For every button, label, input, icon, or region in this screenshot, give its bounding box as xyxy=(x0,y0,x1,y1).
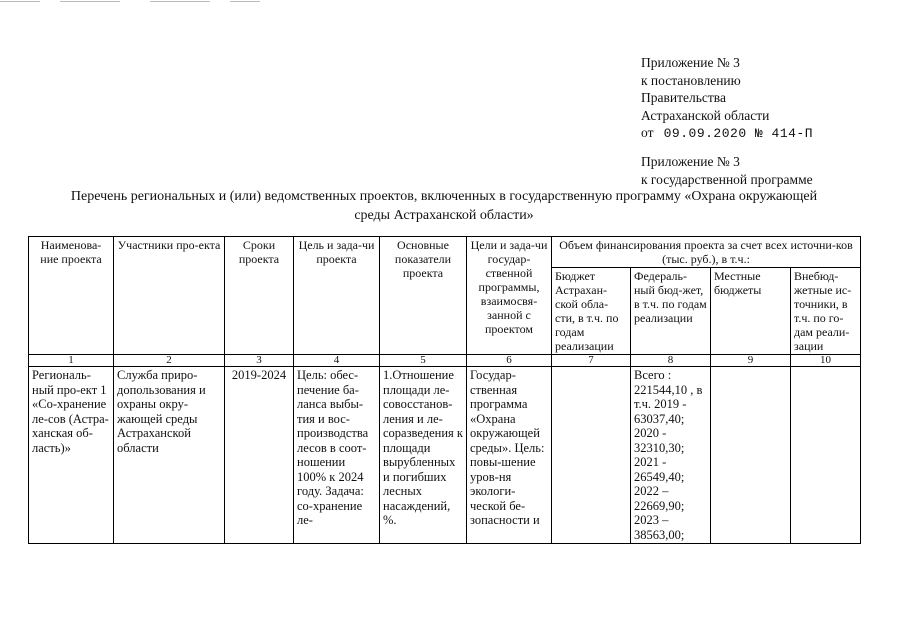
header-financing: Объем финансирования проекта за счет всех источни-ков (тыс. руб.), в т.ч.: xyxy=(552,237,861,268)
column-number: 7 xyxy=(552,355,631,367)
regional-budget-cell xyxy=(552,367,631,544)
table-row xyxy=(29,367,861,544)
program-goals-cell: Государ-ственная программа «Охрана окружающей среды». Цель: повы-шение уров-ня экологи-ческой бе-зопасности и xyxy=(467,367,552,544)
approval-date-number: 09.09.2020 № 414-П xyxy=(663,126,814,141)
appendix-line-1: Приложение № 3 xyxy=(641,154,740,169)
appendix-block xyxy=(641,153,813,188)
project-name-cell: Региональ-ный про-ект 1 «Со-хранение ле-сов (Астра-ханская об-ласть)» xyxy=(29,367,114,544)
appendix-line-2: к государственной программе xyxy=(641,171,813,187)
column-number: 2 xyxy=(114,355,225,367)
column-number: 5 xyxy=(380,355,467,367)
column-number: 8 xyxy=(631,355,711,367)
column-number: 4 xyxy=(294,355,380,367)
indicators-cell: 1.Отношение площади ле-совосстанов-ления и ле-соразведения к площади вырубленных и погибших лесных насаждений, %. xyxy=(380,367,467,544)
approval-line-2: к постановлению xyxy=(641,72,741,88)
title-line-2: среды Астраханской области» xyxy=(354,207,534,223)
approval-line-1: Приложение № 3 xyxy=(641,55,740,70)
header-participants: Участники про-екта xyxy=(114,237,225,355)
header-local-budgets: Местные бюджеты xyxy=(711,268,791,355)
approval-date-prefix: от xyxy=(641,125,654,140)
approval-block xyxy=(641,54,813,143)
column-number: 9 xyxy=(711,355,791,367)
header-extra-budget: Внебюд-жетные ис-точники, в т.ч. по го-дам реали-зации xyxy=(791,268,861,355)
header-name: Наименова-ние проекта xyxy=(29,237,114,355)
column-number: 3 xyxy=(225,355,294,367)
column-number: 1 xyxy=(29,355,114,367)
header-goal: Цель и зада-чи проекта xyxy=(294,237,380,355)
participants-cell: Служба приро-допользования и охраны окру-жающей среды Астраханской области xyxy=(114,367,225,544)
column-number: 6 xyxy=(467,355,552,367)
header-regional-budget: Бюджет Астрахан-ской обла-сти, в т.ч. по годам реализации xyxy=(552,268,631,355)
local-budgets-cell xyxy=(711,367,791,544)
column-number: 10 xyxy=(791,355,861,367)
header-terms: Сроки проекта xyxy=(225,237,294,355)
terms-cell: 2019-2024 xyxy=(225,367,294,544)
column-number-row xyxy=(29,355,861,367)
approval-date xyxy=(641,124,813,143)
header-federal-budget: Федераль-ный бюд-жет, в т.ч. по годам реализации xyxy=(631,268,711,355)
projects-table xyxy=(28,236,861,544)
approval-line-3: Правительства xyxy=(641,90,726,105)
document-title xyxy=(28,188,860,225)
approval-line-4: Астраханской области xyxy=(641,107,770,123)
scan-artifact xyxy=(0,0,260,4)
extra-budget-cell xyxy=(791,367,861,544)
header-row-1 xyxy=(29,237,861,268)
header-program-goals: Цели и зада-чи государ-ственной программы, взаимосвя-занной с проектом xyxy=(467,237,552,355)
header-indicators: Основные показатели проекта xyxy=(380,237,467,355)
federal-budget-cell: Всего : 221544,10 , в т.ч. 2019 - 63037,40; 2020 - 32310,30; 2021 - 26549,40; 2022 – 22669,90; 2023 – 38563,00; xyxy=(631,367,711,544)
goal-cell: Цель: обес-печение ба-ланса выбы-тия и вос-производства лесов в соот-ношении 100% к 2024 году. Задача: со-хранение ле- xyxy=(294,367,380,544)
title-line-1: Перечень региональных и (или) ведомственных проектов, включенных в государственную программу «Охрана окружающей xyxy=(70,189,818,204)
